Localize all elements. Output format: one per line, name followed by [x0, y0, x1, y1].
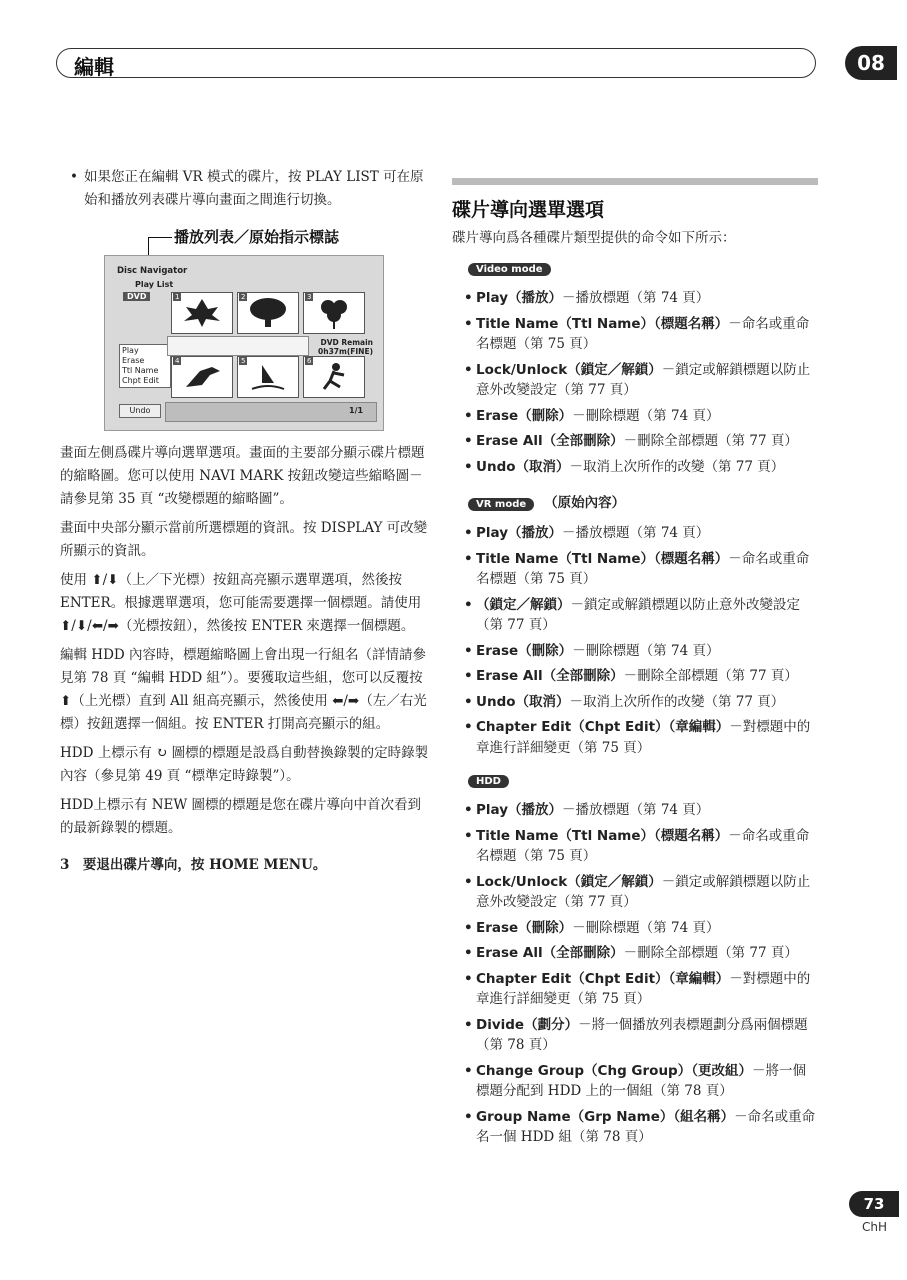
- left-paragraphs: [60, 442, 430, 883]
- command-desc: －鎖定或解鎖標題以防止意外改變設定（第 77 頁）: [476, 596, 800, 633]
- mode-tag: Video mode: [468, 263, 551, 276]
- tree-icon: [248, 297, 288, 329]
- command-name: Erase All（全部刪除）: [476, 433, 624, 449]
- playlist-bullet: • 如果您正在編輯 VR 模式的碟片，按 PLAY LIST 可在原始和播放列表碟片導向畫面之間進行切換。: [60, 166, 430, 212]
- command-list: [452, 523, 818, 758]
- command-item: [452, 523, 818, 544]
- thumbnail-2[interactable]: [237, 292, 299, 334]
- thumb-number: 3: [307, 293, 312, 301]
- command-name: Chapter Edit（Chpt Edit）（章編輯）: [476, 970, 730, 987]
- command-name: Undo（取消）: [476, 458, 570, 475]
- command-item: [452, 1107, 818, 1148]
- thumbnail-5[interactable]: [237, 356, 299, 398]
- command-item: [452, 1061, 818, 1102]
- command-desc: －刪除標題（第 74 頁）: [572, 407, 720, 424]
- command-name: Divide（劃分）: [476, 1016, 579, 1033]
- command-item: [452, 549, 818, 590]
- disc-navigator-screen: [104, 255, 384, 431]
- menu-item-erase[interactable]: Erase: [122, 356, 145, 365]
- thumbnail-6[interactable]: [303, 356, 365, 398]
- undo-button[interactable]: Undo: [119, 404, 161, 418]
- paragraph: HDD 上標示有 ↻ 圖標的標題是設爲自動替換錄製的定時錄製內容（參見第 49 頁 “標準定時錄製”）。: [60, 745, 429, 784]
- command-item: [452, 666, 818, 687]
- command-item: [452, 457, 818, 478]
- paragraph: 畫面左側爲碟片導向選單選項。畫面的主要部分顯示碟片標題的縮略圖。您可以使用 NAVI MARK 按鈕改變這些縮略圖－請參見第 35 頁 “改變標題的縮略圖”。: [60, 445, 425, 507]
- command-item: [452, 288, 818, 309]
- command-item: [452, 692, 818, 713]
- command-name: Erase（刪除）: [476, 642, 573, 659]
- command-sections: [452, 260, 818, 1148]
- command-name: Lock/Unlock（鎖定／解鎖）: [476, 361, 662, 378]
- command-desc: －鎖定或解鎖標題以防止意外改變設定（第 77 頁）: [476, 361, 811, 398]
- paragraph: 畫面中央部分顯示當前所選標題的資訊。按 DISPLAY 可改變所顯示的資訊。: [60, 520, 428, 559]
- command-name: Play（播放）: [476, 525, 563, 541]
- command-desc: －命名或重命名標題（第 75 頁）: [476, 550, 810, 587]
- command-list: [452, 288, 818, 477]
- remain-info: [311, 338, 373, 356]
- thumbnail-4[interactable]: [171, 356, 233, 398]
- mode-tag-row: [468, 260, 818, 276]
- command-desc: －鎖定或解鎖標題以防止意外改變設定（第 77 頁）: [476, 873, 811, 910]
- command-desc: －播放標題（第 74 頁）: [562, 290, 710, 306]
- callout-label: 播放列表／原始指示標誌: [174, 228, 340, 246]
- paragraph: 編輯 HDD 內容時，標題縮略圖上會出現一行組名（詳情請參見第 78 頁 “編輯 HDD 組”）。要獲取這些組，您可以反覆按 ⬆（上光標）直到 All 組高亮顯示，然後使用 ⬅/➡（左／右光標）按鈕選擇一個組。按 ENTER 打開高亮顯示的組。: [60, 647, 427, 732]
- mode-tag: HDD: [468, 775, 509, 788]
- menu-item-play[interactable]: Play: [122, 346, 139, 355]
- command-desc: －刪除全部標題（第 77 頁）: [623, 668, 798, 684]
- command-desc: －將一個標題分配到 HDD 上的一個組（第 78 頁）: [476, 1062, 806, 1099]
- menu-item-chpt-edit[interactable]: Chpt Edit: [122, 376, 159, 385]
- command-item: [452, 314, 818, 355]
- section-rule: [452, 178, 818, 185]
- thumbnail-3[interactable]: [303, 292, 365, 334]
- command-name: （鎖定／解鎖）: [476, 596, 571, 613]
- command-desc: －命名或重命名一個 HDD 組（第 78 頁）: [476, 1108, 816, 1145]
- mode-tag-row: [468, 491, 818, 511]
- command-name: Play（播放）: [476, 290, 563, 306]
- command-desc: －對標題中的章進行詳細變更（第 75 頁）: [476, 719, 811, 756]
- command-item: [452, 872, 818, 913]
- thumbnail-1[interactable]: [171, 292, 233, 334]
- command-name: Lock/Unlock（鎖定／解鎖）: [476, 873, 662, 890]
- paragraph: HDD上標示有 NEW 圖標的標題是您在碟片導向中首次看到的最新錄製的標題。: [60, 797, 422, 836]
- info-bar: [167, 336, 309, 356]
- screen-menu: [119, 344, 171, 388]
- command-desc: －播放標題（第 74 頁）: [562, 525, 710, 541]
- windsurfer-icon: [248, 361, 288, 393]
- command-name: Title Name（Ttl Name）（標題名稱）: [476, 550, 729, 567]
- mode-tag-row: [468, 772, 818, 788]
- leaf-icon: [182, 297, 222, 329]
- command-name: Erase All（全部刪除）: [476, 668, 624, 684]
- command-name: Erase All（全部刪除）: [476, 945, 624, 961]
- screen-subtitle: Play List: [135, 280, 174, 289]
- thumb-number: 4: [175, 357, 180, 365]
- command-name: Erase（刪除）: [476, 919, 573, 936]
- command-desc: －命名或重命名標題（第 75 頁）: [476, 315, 810, 352]
- command-name: Title Name（Ttl Name）（標題名稱）: [476, 827, 729, 844]
- command-item: [452, 717, 818, 758]
- dvd-label: DVD: [123, 292, 150, 301]
- status-bar: [165, 402, 377, 422]
- skater-icon: [314, 361, 354, 393]
- menu-item-ttl-name[interactable]: Ttl Name: [122, 366, 159, 375]
- header-bar: [56, 48, 816, 78]
- command-item: [452, 406, 818, 427]
- command-name: Play（播放）: [476, 802, 563, 818]
- thumb-number: 2: [241, 293, 246, 301]
- command-name: Erase（刪除）: [476, 407, 573, 424]
- command-item: [452, 595, 818, 636]
- section-heading: 碟片導向選單選項: [452, 199, 605, 221]
- command-desc: －取消上次所作的改變（第 77 頁）: [569, 458, 785, 475]
- command-item: [452, 826, 818, 867]
- command-item: [452, 918, 818, 939]
- language-code: ChH: [862, 1220, 888, 1234]
- paragraph: 使用 ⬆/⬇（上／下光標）按鈕高亮顯示選單選項，然後按 ENTER。根據選單選項，您可能需要選擇一個標題。請使用 ⬆/⬇/⬅/➡（光標按鈕），然後按 ENTER 來選擇一個標題。: [60, 572, 422, 634]
- left-column: [60, 166, 430, 218]
- thumb-number: 5: [241, 357, 246, 365]
- command-list: [452, 800, 818, 1148]
- page-indicator: 1/1: [349, 406, 364, 415]
- command-desc: －取消上次所作的改變（第 77 頁）: [569, 693, 785, 710]
- command-name: Undo（取消）: [476, 693, 570, 710]
- thumb-number: 1: [175, 293, 180, 301]
- command-desc: －命名或重命名標題（第 75 頁）: [476, 827, 810, 864]
- command-item: [452, 360, 818, 401]
- command-desc: －刪除標題（第 74 頁）: [572, 642, 720, 659]
- command-name: Chapter Edit（Chpt Edit）（章編輯）: [476, 719, 730, 735]
- remain-time: 0h37m(FINE): [318, 347, 373, 356]
- command-desc: －播放標題（第 74 頁）: [562, 802, 710, 818]
- command-desc: －刪除標題（第 74 頁）: [572, 919, 720, 936]
- command-item: [452, 800, 818, 821]
- step-3: 3 要退出碟片導向，按 HOME MENU。: [60, 857, 327, 873]
- callout-line: [148, 237, 172, 238]
- page-title: 編輯: [74, 55, 114, 79]
- command-name: Group Name（Grp Name）（組名稱）: [476, 1108, 735, 1125]
- screen-title: Disc Navigator: [117, 266, 188, 276]
- chapter-badge: 08: [845, 46, 897, 80]
- command-item: [452, 641, 818, 662]
- command-item: [452, 969, 818, 1010]
- thumb-number: 6: [307, 357, 312, 365]
- command-desc: －對標題中的章進行詳細變更（第 75 頁）: [476, 970, 811, 1007]
- mode-tag: VR mode: [468, 498, 534, 511]
- command-name: Change Group（Chg Group）（更改組）: [476, 1062, 752, 1079]
- command-item: [452, 1015, 818, 1056]
- command-item: [452, 431, 818, 452]
- flower-icon: [314, 297, 354, 329]
- remain-label: DVD Remain: [320, 338, 373, 347]
- mode-tag-suffix: （原始內容）: [544, 495, 626, 511]
- command-desc: －刪除全部標題（第 77 頁）: [623, 433, 798, 449]
- bird-icon: [182, 361, 222, 393]
- command-name: Title Name（Ttl Name）（標題名稱）: [476, 315, 729, 332]
- command-desc: －刪除全部標題（第 77 頁）: [623, 945, 798, 961]
- command-desc: －將一個播放列表標題劃分爲兩個標題（第 78 頁）: [476, 1016, 808, 1053]
- section-intro: 碟片導向爲各種碟片類型提供的命令如下所示：: [452, 230, 736, 246]
- page-number-badge: 73: [849, 1191, 899, 1217]
- right-column: [452, 178, 818, 1162]
- command-item: [452, 943, 818, 964]
